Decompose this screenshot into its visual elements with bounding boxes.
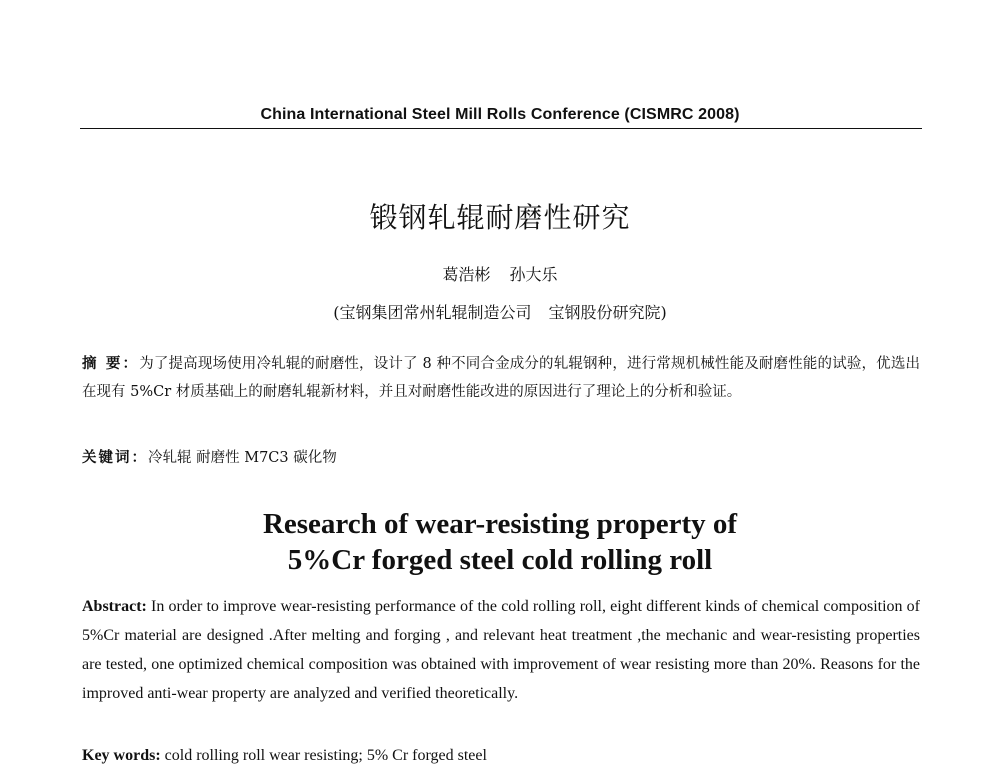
chinese-keywords-label: 关键词： bbox=[82, 450, 148, 466]
english-title-line-2: 5%Cr forged steel cold rolling roll bbox=[287, 544, 713, 576]
english-keywords-text: cold rolling roll wear resisting; 5% Cr forged steel bbox=[164, 747, 487, 764]
english-title-line-1: Research of wear-resisting property of bbox=[262, 508, 738, 540]
chinese-title: 锻钢轧辊耐磨性研究 bbox=[369, 201, 631, 234]
chinese-keywords bbox=[82, 446, 920, 470]
chinese-abstract bbox=[82, 350, 920, 406]
english-abstract-label: Abstract: bbox=[82, 598, 147, 615]
chinese-abstract-text: 为了提高现场使用冷轧辊的耐磨性，设计了 8 种不同合金成分的轧辊钢种，进行常规机械性能及耐磨性能的试验，优选出在现有 5%Cr 材质基础上的耐磨轧辊新材料，并且对耐磨性能改进的原因进行了理论上的分析和验证。 bbox=[82, 356, 920, 400]
header-rule bbox=[80, 128, 922, 129]
english-keywords bbox=[82, 744, 920, 768]
english-abstract-text: In order to improve wear-resisting performance of the cold rolling roll, eight different kinds of chemical composition of 5%Cr material are designed .After melting and forging , and relevant heat treatment ,the mechanic and wear-resisting properties are tested, one optimized chemical composition was obtained with improvement of wear resisting more than 20%. Reasons for the improved anti-wear property are analyzed and verified theoretically. bbox=[82, 598, 921, 702]
chinese-authors: 葛浩彬 孙大乐 bbox=[442, 265, 558, 284]
chinese-affiliation: (宝钢集团常州轧辊制造公司 宝钢股份研究院) bbox=[333, 303, 667, 322]
english-keywords-label: Key words: bbox=[82, 747, 161, 764]
english-abstract bbox=[82, 592, 920, 708]
conference-header: China International Steel Mill Rolls Conference (CISMRC 2008) bbox=[260, 106, 740, 123]
chinese-abstract-label: 摘 要： bbox=[82, 356, 140, 372]
english-title bbox=[0, 506, 1000, 578]
chinese-keywords-text: 冷轧辊 耐磨性 M7C3 碳化物 bbox=[148, 450, 337, 466]
